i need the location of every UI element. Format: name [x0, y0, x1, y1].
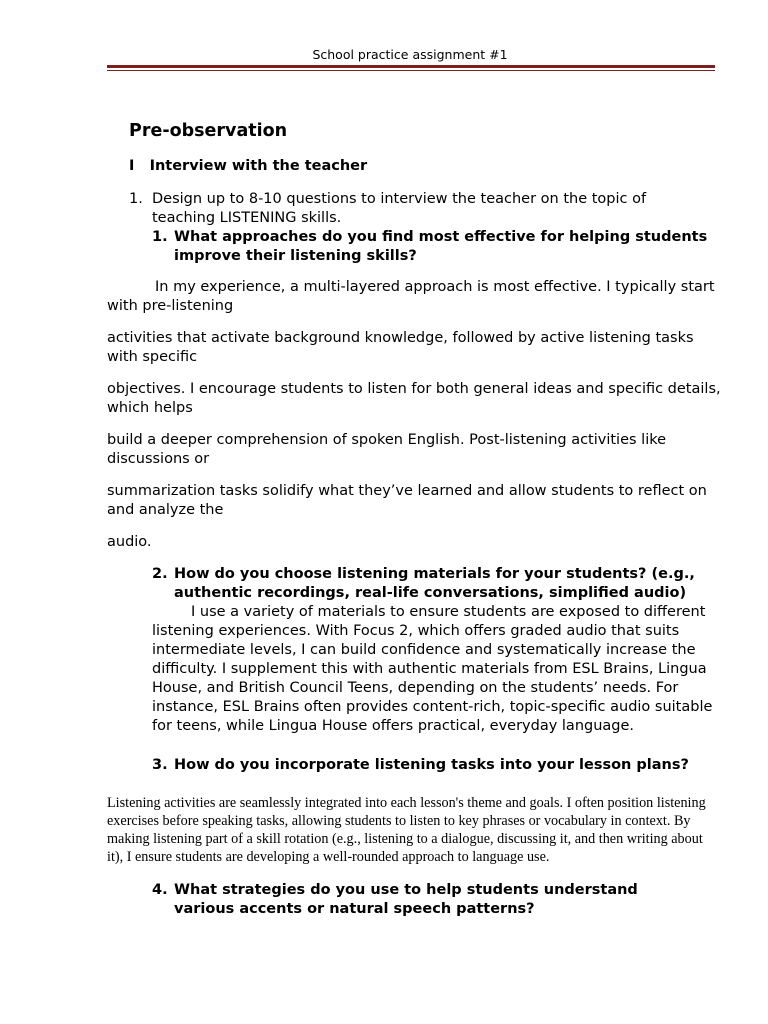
answer-1-line: build a deeper comprehension of spoken English. Post-listening activities like discussions or — [107, 432, 667, 467]
answer-2: I use a variety of materials to ensure students are exposed to different listening experiences. With Focus 2, which offers graded audio that suits intermediate levels, I can build confidence and systematically increase the difficulty. I supplement this with authentic materials from ESL Brains, Lingua House, and British Council Teens, depending on the students’ needs. For instance, ESL Brains often provides content-rich, topic-specific audio suitable for teens, while Lingua House offers practical, everyday language. — [152, 604, 713, 734]
question-4-number: 4. — [152, 882, 168, 898]
header-rule-thick — [107, 65, 715, 68]
answer-1-line: activities that activate background knowledge, followed by active listening tasks with specific — [107, 330, 694, 365]
answer-1-line: In my experience, a multi-layered approach is most effective. I typically start with pre-listening — [107, 279, 715, 314]
question-1 — [152, 228, 717, 266]
task-text: Design up to 8-10 questions to interview the teacher on the topic of teaching LISTENING skills. — [152, 191, 647, 226]
task-item — [129, 190, 709, 228]
answer-3: Listening activities are seamlessly integrated into each lesson's theme and goals. I often position listening exercises before speaking tasks, allowing students to listen to key phrases or vocabulary in context. By making listening part of a skill rotation (e.g., listening to a dialogue, discussing it, and then writing about it), I ensure students are developing a well-rounded approach to language use. — [107, 795, 706, 865]
answer-1-line: audio. — [107, 534, 152, 550]
question-1-text: What approaches do you find most effective for helping students improve their listening skills? — [174, 229, 708, 264]
question-4-text: What strategies do you use to help students understand various accents or natural speech patterns? — [174, 882, 638, 917]
section-heading — [129, 158, 367, 174]
question-3-text: How do you incorporate listening tasks into your lesson plans? — [174, 757, 689, 773]
page-header: School practice assignment #1 — [312, 47, 508, 62]
page-title: Pre-observation — [129, 121, 288, 141]
answer-1-line: summarization tasks solidify what they’ve learned and allow students to reflect on and analyze the — [107, 483, 707, 518]
question-1-number: 1. — [152, 229, 168, 245]
question-3-number: 3. — [152, 757, 168, 773]
question-4 — [152, 881, 697, 919]
question-3 — [152, 756, 712, 775]
question-2 — [152, 565, 697, 603]
question-2-text: How do you choose listening materials for your students? (e.g., authentic recordings, real-life conversations, simplified audio) — [174, 566, 695, 601]
answer-1 — [107, 278, 722, 552]
section-number: I — [129, 158, 135, 174]
task-number: 1. — [129, 191, 143, 207]
question-2-number: 2. — [152, 566, 168, 582]
section-title: Interview with the teacher — [149, 158, 368, 174]
header-rule-thin — [107, 70, 715, 71]
answer-1-line: objectives. I encourage students to listen for both general ideas and specific details, which helps — [107, 381, 721, 416]
